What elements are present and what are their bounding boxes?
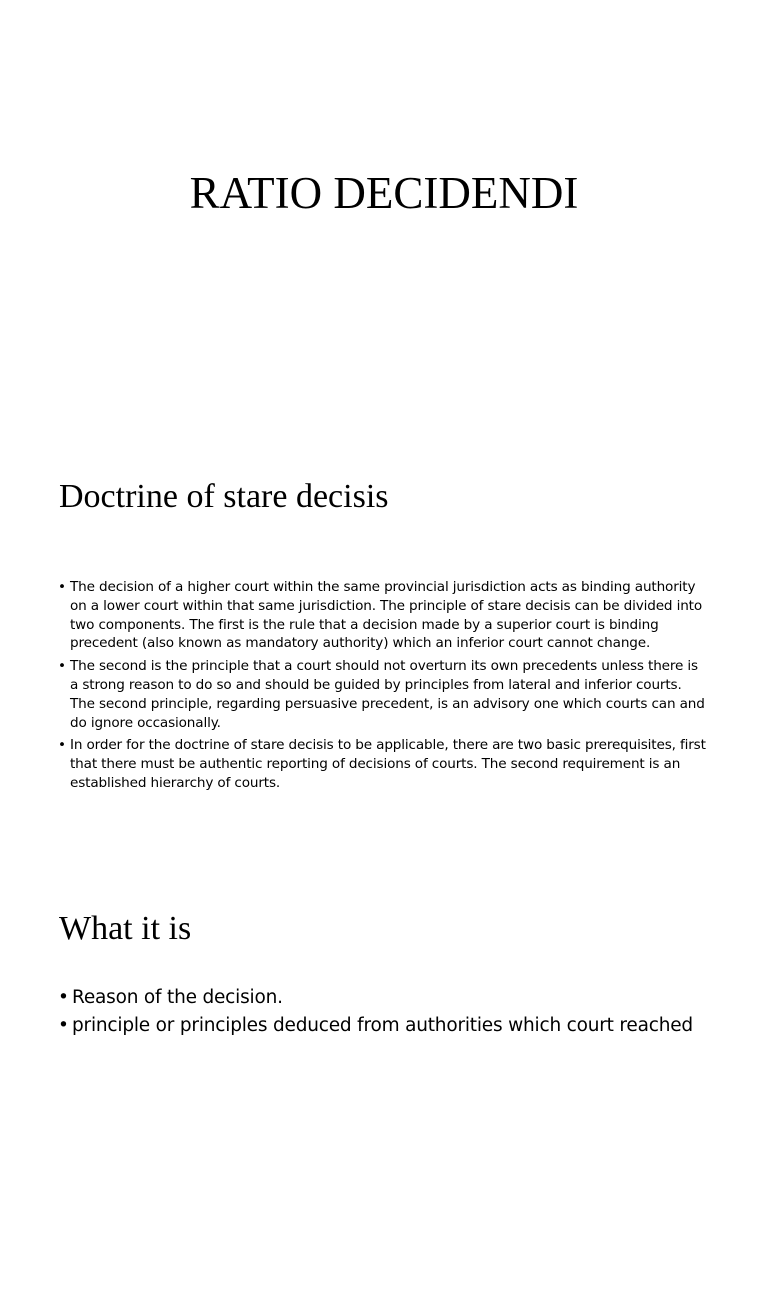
bullet-item-binding-authority [58,578,710,653]
what-it-is-heading: What it is [59,910,192,947]
what-it-is-bullet-list [58,984,710,1040]
stare-decisis-heading: Doctrine of stare decisis [59,478,389,515]
bullet-text: Reason of the decision. [72,987,283,1008]
stare-decisis-bullet-list [58,578,710,797]
bullet-icon: • [58,737,66,754]
bullet-text: The decision of a higher court within the same provincial jurisdiction acts as binding authority on a lower court within that same jurisdiction. The principle of stare decisis can be divided into two components. The first is the rule that a decision made by a superior court is binding precedent (also known as mandatory authority) which an inferior court cannot change. [70,579,703,652]
bullet-item-prerequisites [58,736,710,792]
bullet-icon: • [58,579,66,595]
bullet-icon: • [58,658,66,675]
stare-decisis-slide [0,432,768,864]
bullet-text: principle or principles deduced from authorities which court reached [72,1015,693,1036]
main-title: RATIO DECIDENDI [189,168,579,218]
bullet-icon: • [58,1015,69,1036]
bullet-item-own-precedents [58,657,710,732]
bullet-icon: • [58,987,69,1008]
what-it-is-slide [0,864,768,1296]
bullet-item-principle [58,1012,710,1040]
bullet-item-reason [58,984,710,1012]
bullet-text: In order for the doctrine of stare decisis to be applicable, there are two basic prerequisites, first that there must be authentic reporting of decisions of courts. The second requirement is an established hierarchy of courts. [70,737,706,791]
bullet-text: The second is the principle that a court should not overturn its own precedents unless there is a strong reason to do so and should be guided by principles from lateral and inferior courts. The second principle, regarding persuasive precedent, is an advisory one which courts can and do ignore occasionally. [70,658,705,731]
title-slide [0,0,768,432]
